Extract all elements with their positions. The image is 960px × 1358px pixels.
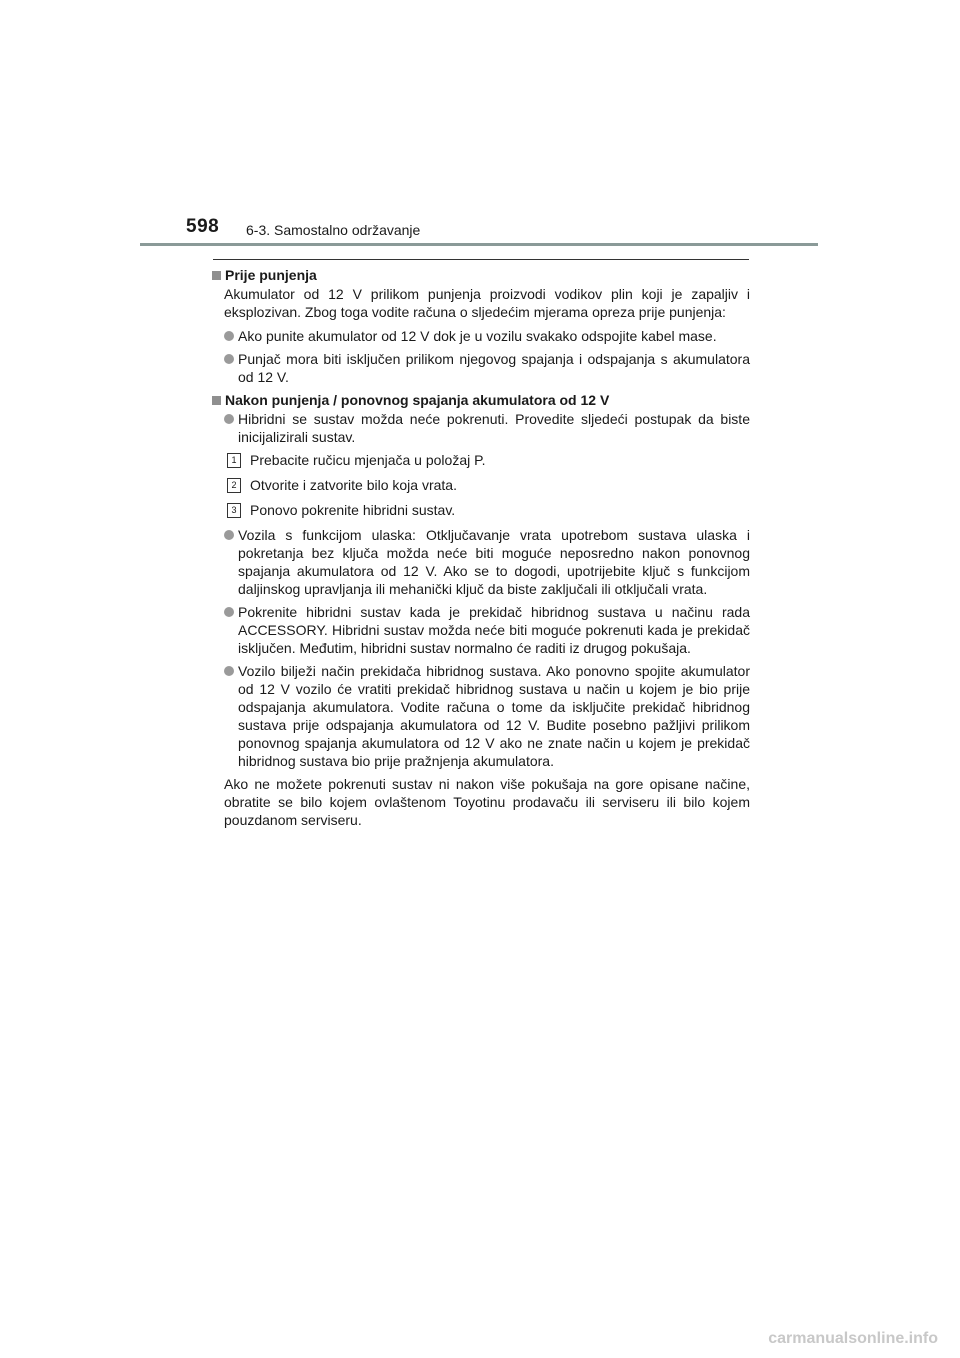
page-number: 598 <box>186 216 220 237</box>
list-item <box>224 327 750 345</box>
step-number-box: 3 <box>227 503 241 518</box>
square-bullet-icon <box>212 396 221 405</box>
subheading-before-charging <box>210 266 750 284</box>
step-item <box>227 476 750 494</box>
list-item <box>224 526 750 598</box>
list-item-text: Vozila s funkcijom ulaska: Otključavanje vrata upotrebom sustava ulaska i pokretanja bez ključa možda neće biti moguće neposredno nakon ponovnog spajanja akumulatora od 12 V. Ako se to dogodi, upotrijebite ključ s funkcijom daljinskog upravljanja ili mehanički ključ da biste zaključali ili otključali vrata. <box>238 527 750 597</box>
list-item-text: Ako punite akumulator od 12 V dok je u vozilu svakako odspojite kabel mase. <box>238 328 717 344</box>
step-number-box: 2 <box>227 478 241 493</box>
step-text: Otvorite i zatvorite bilo koja vrata. <box>250 477 457 493</box>
round-bullet-icon <box>224 354 234 364</box>
content-divider <box>213 259 749 260</box>
list-item <box>224 410 750 446</box>
list-item <box>224 603 750 657</box>
manual-content <box>210 266 750 829</box>
subheading-text: Prije punjenja <box>225 267 317 283</box>
list-item-text: Vozilo bilježi način prekidača hibridnog sustava. Ako ponovno spojite akumulator od 12 V vozilo će vratiti prekidač hibridnog sustava u način u kojem je bio prije odspajanja akumulatora. Vodite računa o tome da isključite prekidač hibridnog sustava prije odspajanja akumulatora od 12 V. Budite posebno pažljivi prilikom ponovnog spajanja akumulatora od 12 V ako ne znate način u kojem je prekidač hibridnog sustava bio prije pražnjenja akumulatora. <box>238 663 750 769</box>
subheading-after-charging <box>210 391 750 409</box>
square-bullet-icon <box>212 271 221 280</box>
subheading-text: Nakon punjenja / ponovnog spajanja akumulatora od 12 V <box>225 392 610 408</box>
intro-paragraph: Akumulator od 12 V prilikom punjenja proizvodi vodikov plin koji je zapaljiv i eksplozivan. Zbog toga vodite računa o sljedećim mjerama opreza prije punjenja: <box>224 286 750 320</box>
round-bullet-icon <box>224 666 234 676</box>
round-bullet-icon <box>224 331 234 341</box>
step-text: Ponovo pokrenite hibridni sustav. <box>250 502 456 518</box>
step-item <box>227 501 750 519</box>
section-title: 6-3. Samostalno održavanje <box>246 222 421 238</box>
round-bullet-icon <box>224 414 234 424</box>
list-item-text: Punjač mora biti isključen prilikom njegovog spajanja i odspajanja s akumulatora od 12 V. <box>238 351 750 385</box>
round-bullet-icon <box>224 607 234 617</box>
step-text: Prebacite ručicu mjenjača u položaj P. <box>250 452 486 468</box>
step-item <box>227 451 750 469</box>
list-item-text: Pokrenite hibridni sustav kada je prekidač hibridnog sustava u načinu rada ACCESSORY. Hibridni sustav možda neće biti moguće pokrenuti kada je prekidač isključen. Međutim, hibridni sustav normalno će raditi iz drugog pokušaja. <box>238 604 750 656</box>
list-item-text: Hibridni se sustav možda neće pokrenuti. Provedite sljedeći postupak da biste inicijalizirali sustav. <box>238 411 750 445</box>
list-item <box>224 350 750 386</box>
watermark: carmanualsonline.info <box>768 1330 938 1347</box>
round-bullet-icon <box>224 530 234 540</box>
closing-paragraph: Ako ne možete pokrenuti sustav ni nakon više pokušaja na gore opisane načine, obratite se bilo kojem ovlaštenom Toyotinu prodavaču ili serviseru ili bilo kojem pouzdanom serviseru. <box>224 776 750 828</box>
step-number-box: 1 <box>227 453 241 468</box>
list-item <box>224 662 750 770</box>
header-divider <box>140 243 818 246</box>
